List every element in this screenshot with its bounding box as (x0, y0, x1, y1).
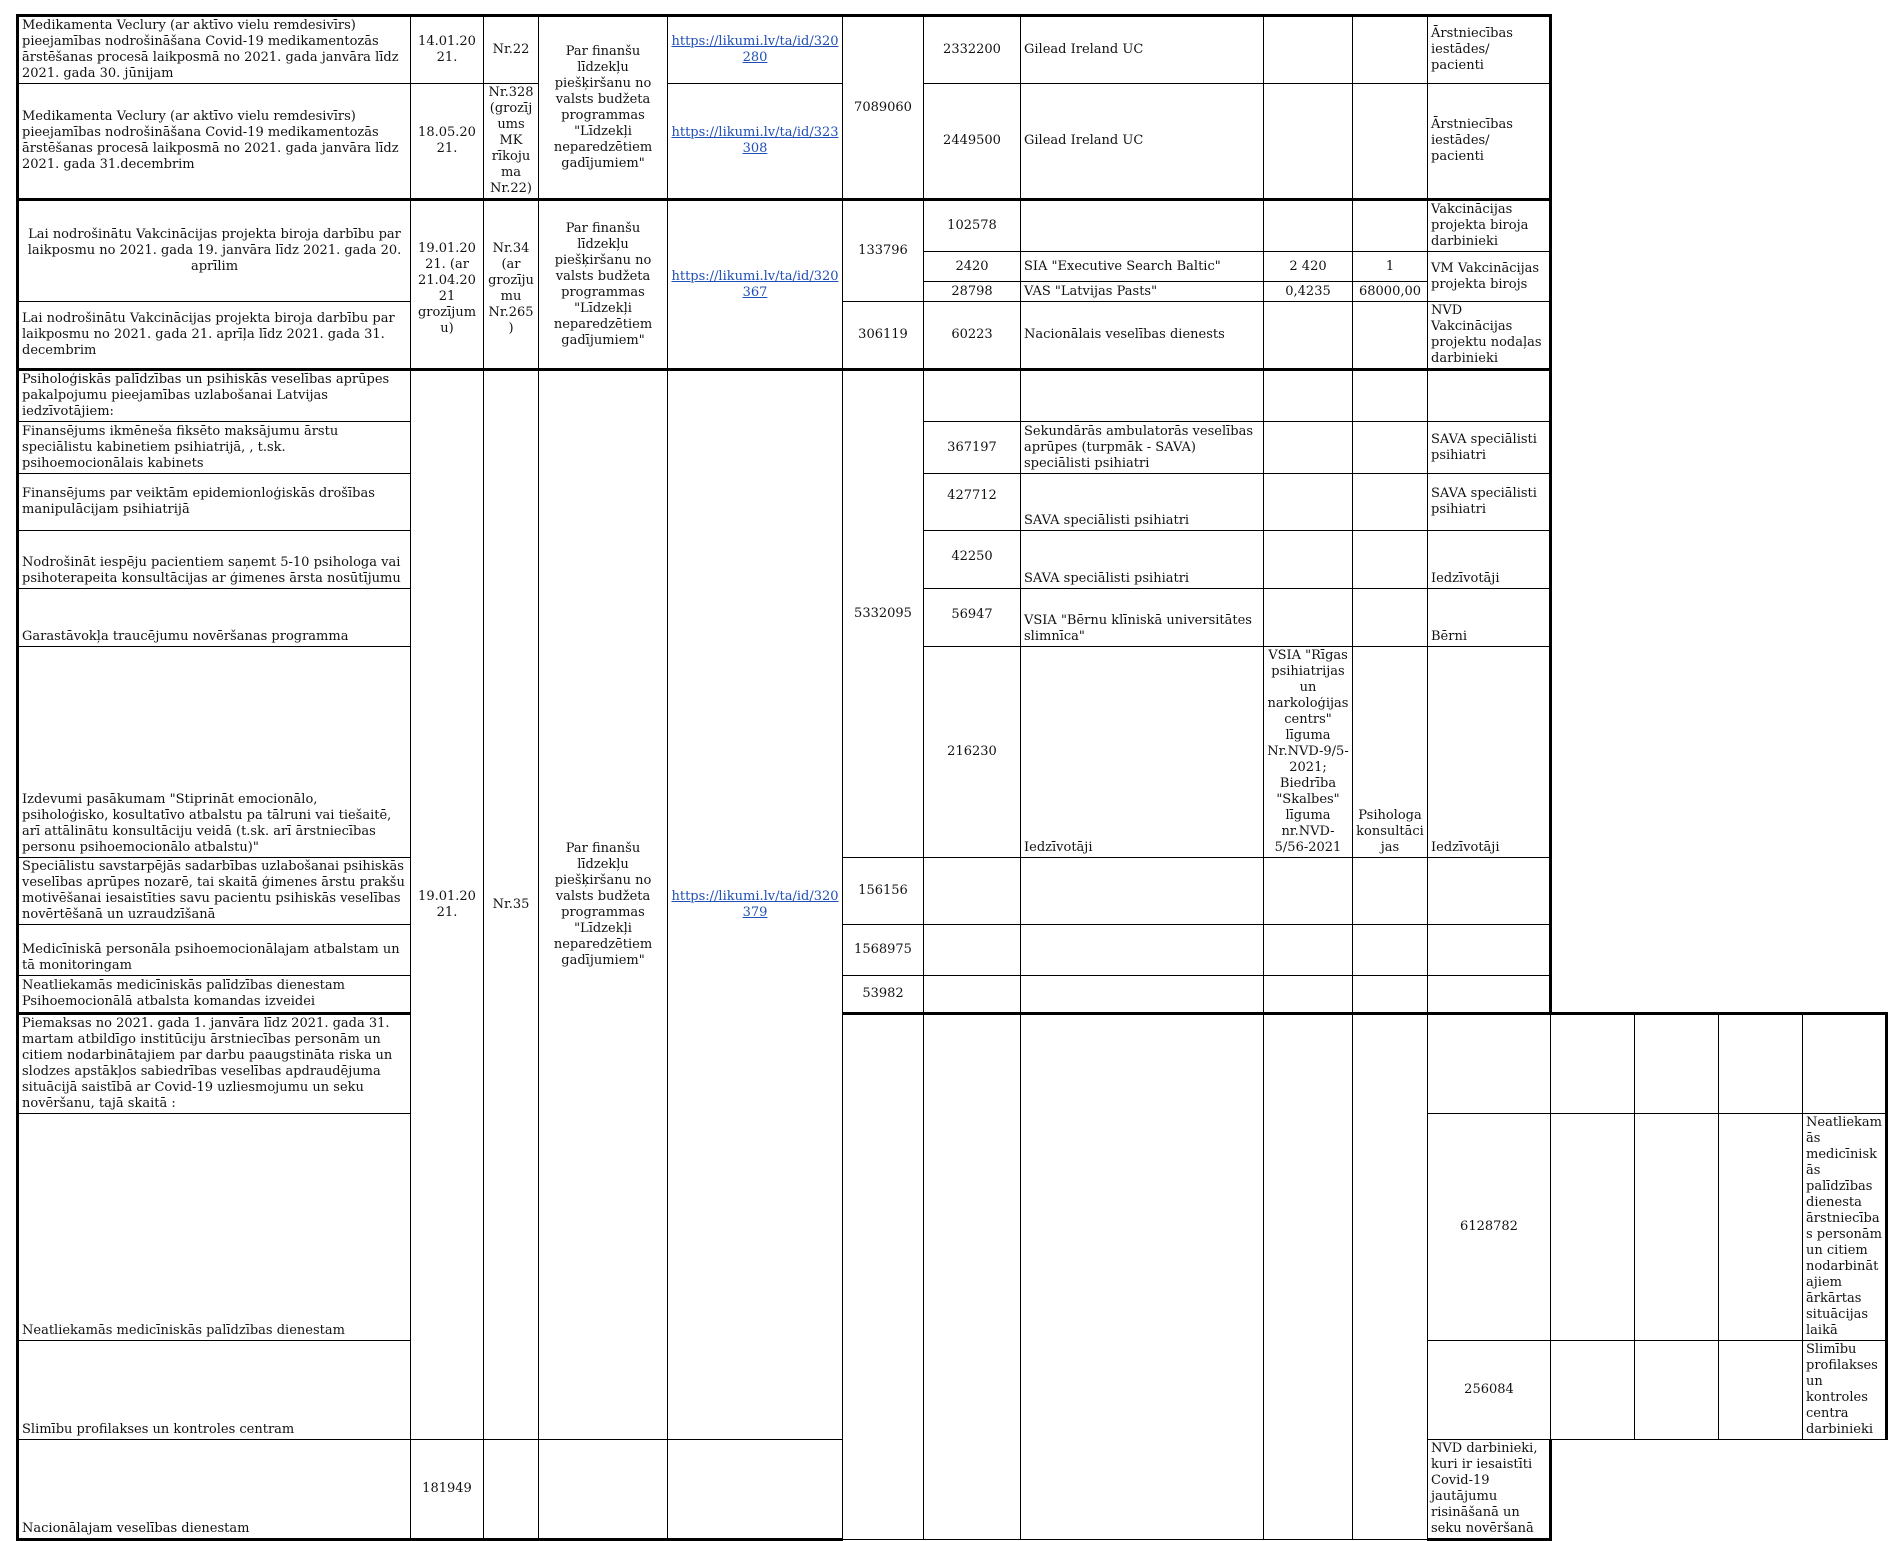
order-number: Nr.35 (484, 370, 539, 1440)
table-row (18, 858, 1887, 925)
empty-cell (1551, 1341, 1635, 1440)
order-number (924, 1014, 1021, 1540)
unit-price: 0,4235 (1264, 282, 1353, 302)
empty-cell (1353, 858, 1428, 925)
amount: 102578 (924, 200, 1021, 252)
empty-cell (1264, 16, 1353, 84)
empty-cell (1719, 1341, 1803, 1440)
target-group: Ārstniecības iestādes/ pacienti (1428, 16, 1551, 84)
table-row (18, 925, 1887, 976)
amount: 256084 (1428, 1341, 1551, 1440)
amount: 181949 (411, 1440, 484, 1540)
empty-cell (1428, 370, 1551, 422)
empty-cell (1428, 976, 1551, 1014)
target-group: NVD Vakcinācijas projektu nodaļas darbinieki (1428, 302, 1551, 370)
recipient: SIA "Executive Search Baltic" (1021, 252, 1264, 282)
empty-cell (1264, 531, 1353, 589)
amount: 427712 (924, 474, 1021, 531)
target-group: Ārstniecības iestādes/ pacienti (1428, 84, 1551, 200)
empty-cell (1353, 589, 1428, 647)
table-row (18, 302, 1887, 370)
amount: 2332200 (924, 16, 1021, 84)
total-amount: 5332095 (843, 370, 924, 858)
amount: 42250 (924, 531, 1021, 589)
table-row (18, 1014, 1887, 1114)
target-group: SAVA speciālisti psihiatri (1428, 474, 1551, 531)
order-number: Nr.328 (grozījums MK rīkojuma Nr.22) (484, 84, 539, 200)
target-group: Vakcinācijas projekta biroja darbinieki (1428, 200, 1551, 252)
total-amount: 156156 (843, 858, 924, 925)
empty-cell (924, 976, 1021, 1014)
row-description: Medicīniskā personāla psihoemocionālajam atbalstam un tā monitoringam (18, 925, 411, 976)
target-group: Neatliekamās medicīniskās palīdzības dienesta ārstniecības personām un citiem nodarbinātajiem ārkārtas situācijas laikā (1803, 1114, 1887, 1341)
table-row (18, 531, 1887, 589)
legal-link[interactable]: https://likumi.lv/ta/id/323308 (671, 125, 839, 156)
row-description: Speciālistu savstarpējās sadarbības uzlabošanai psihiskās veselības aprūpes nozarē, tai skaitā ģimenes ārstu prakšu motivēšanai iesaistīties savu pacientu psihiskās veselības novērtēšanā un uzraudzīšanā (18, 858, 411, 925)
target-group: Slimību profilakses un kontroles centra darbinieki (1803, 1341, 1887, 1440)
legal-link-cell (668, 370, 843, 1440)
table-row (18, 370, 1887, 422)
empty-cell (1353, 474, 1428, 531)
legal-link[interactable]: https://likumi.lv/ta/id/320280 (671, 34, 839, 65)
row-description: Slimību profilakses un kontroles centram (18, 1341, 411, 1440)
amount: 2420 (924, 252, 1021, 282)
target-group: Bērni (1428, 589, 1551, 647)
empty-cell (1551, 1014, 1635, 1114)
amount: 28798 (924, 282, 1021, 302)
amount: 6128782 (1428, 1114, 1551, 1341)
amount: 216230 (924, 647, 1021, 858)
recipient: SAVA speciālisti psihiatri (1021, 531, 1264, 589)
empty-cell (1021, 925, 1264, 976)
amount: 2449500 (924, 84, 1021, 200)
legal-link[interactable]: https://likumi.lv/ta/id/320367 (671, 268, 839, 300)
legal-link-cell (668, 16, 843, 84)
order-purpose (1021, 1014, 1264, 1540)
empty-cell (924, 925, 1021, 976)
row-description: Medikamenta Veclury (ar aktīvo vielu remdesivīrs) pieejamības nodrošināšana Covid-19 medikamentozās ārstēšanas procesā laikposmā no 2021. gada janvāra līdz 2021. gada 30. jūnijam (18, 16, 411, 84)
recipient: SAVA speciālisti psihiatri (1021, 474, 1264, 531)
section-header: Piemaksas no 2021. gada 1. janvāra līdz 2021. gada 31. martam atbildīgo institūciju ārstniecības personām un citiem nodarbinātajiem par darbu paaugstināta riska un slodzes apstākļos sabiedrības veselības apdraudējuma situācijā saistībā ar Covid-19 uzliesmojumu un seku novēršanu, tajā skaitā : (18, 1014, 411, 1114)
legal-link[interactable]: https://likumi.lv/ta/id/320379 (671, 889, 839, 920)
amount: 56947 (924, 589, 1021, 647)
row-description: Neatliekamās medicīniskās palīdzības dienestam (18, 1114, 411, 1341)
table-row (18, 976, 1887, 1014)
total-amount: 133796 (843, 200, 924, 302)
row-description: Neatliekamās medicīniskās palīdzības dienestam Psihoemocionālā atbalsta komandas izveidei (18, 976, 411, 1014)
order-date: 19.01.2021. (ar 21.04.2021 grozījumu) (411, 200, 484, 370)
legal-link-cell (668, 84, 843, 200)
empty-cell (1264, 200, 1353, 252)
table-row (18, 589, 1887, 647)
empty-cell (1264, 84, 1353, 200)
empty-cell (484, 1440, 539, 1540)
empty-cell (1264, 925, 1353, 976)
empty-cell (1353, 925, 1428, 976)
table-row (18, 84, 1887, 200)
empty-cell (1264, 589, 1353, 647)
empty-cell (1353, 84, 1428, 200)
empty-cell (1021, 200, 1264, 252)
row-description: Lai nodrošinātu Vakcinācijas projekta biroja darbību par laikposmu no 2021. gada 21. aprīļa līdz 2021. gada 31. decembrim (18, 302, 411, 370)
table-row (18, 16, 1887, 84)
empty-cell (1264, 302, 1353, 370)
row-description: Garastāvokļa traucējumu novēršanas programma (18, 589, 411, 647)
row-description: Izdevumi pasākumam "Stiprināt emocionālo, psiholoģisko, kosultatīvo atbalstu pa tālruni vai tiešaitē, arī attālinātu konsultāciju veidā (t.sk. arī ārstniecības personu psihoemocionālo atbalstu)" (18, 647, 411, 858)
recipient: Iedzīvotāji (1021, 647, 1264, 858)
empty-cell (1428, 858, 1551, 925)
row-description: Medikamenta Veclury (ar aktīvo vielu remdesivīrs) pieejamības nodrošināšana Covid-19 medikamentozās ārstēšanas procesā laikposmā no 2021. gada janvāra līdz 2021. gada 31.decembrim (18, 84, 411, 200)
recipient: Sekundārās ambulatorās veselības aprūpes (turpmāk - SAVA) speciālisti psihiatri (1021, 422, 1264, 474)
empty-cell (1353, 531, 1428, 589)
contract-details: VSIA "Rīgas psihiatrijas un narkoloģijas centrs" līguma Nr.NVD-9/5-2021; Biedrība "Skalbes" līguma nr.NVD-5/56-2021 (1264, 647, 1353, 858)
empty-cell (1353, 302, 1428, 370)
target-group: Iedzīvotāji (1428, 531, 1551, 589)
empty-cell (1551, 1114, 1635, 1341)
order-date: 18.05.2021. (411, 84, 484, 200)
empty-cell (924, 858, 1021, 925)
empty-cell (1353, 976, 1428, 1014)
service-type: Psihologa konsultācijas (1353, 647, 1428, 858)
order-purpose: Par finanšu līdzekļu piešķiršanu no valsts budžeta programmas "Līdzekļi neparedzētiem gadījumiem" (539, 370, 668, 1440)
funding-table (16, 14, 1888, 1541)
table-row (18, 200, 1887, 252)
empty-cell (1264, 858, 1353, 925)
empty-cell (1353, 200, 1428, 252)
order-date: 19.01.2021. (411, 370, 484, 1440)
total-amount: 53982 (843, 976, 924, 1014)
empty-cell (1021, 370, 1264, 422)
empty-cell (1353, 16, 1428, 84)
empty-cell (1264, 976, 1353, 1014)
empty-cell (1353, 422, 1428, 474)
target-group: VM Vakcinācijas projekta birojs (1428, 252, 1551, 302)
table-row (18, 647, 1887, 858)
empty-cell (1719, 1114, 1803, 1341)
order-number: Nr.22 (484, 16, 539, 84)
quantity: 1 (1353, 252, 1428, 282)
empty-cell (924, 370, 1021, 422)
legal-link-cell (668, 200, 843, 370)
total-amount (1353, 1014, 1428, 1540)
empty-cell (1635, 1114, 1719, 1341)
empty-cell (1803, 1014, 1887, 1114)
target-group: SAVA speciālisti psihiatri (1428, 422, 1551, 474)
order-number: Nr.34 (ar grozījumu Nr.265) (484, 200, 539, 370)
empty-cell (1428, 925, 1551, 976)
empty-cell (1635, 1341, 1719, 1440)
empty-cell (668, 1440, 843, 1540)
target-group: NVD darbinieki, kuri ir iesaistīti Covid-19 jautājumu risināšanā un seku novēršanā (1428, 1440, 1551, 1540)
recipient: VSIA "Bērnu klīniskā universitātes slimnīca" (1021, 589, 1264, 647)
section-header: Psiholoģiskās palīdzības un psihiskās veselības aprūpes pakalpojumu pieejamības uzlabošanai Latvijas iedzīvotājiem: (18, 370, 411, 422)
row-description: Finansējums ikmēneša fiksēto maksājumu ārstu speciālistu kabinetiem psihiatrijā, , t.sk. psihoemocionālais kabinets (18, 422, 411, 474)
order-purpose: Par finanšu līdzekļu piešķiršanu no valsts budžeta programmas "Līdzekļi neparedzētiem gadījumiem" (539, 200, 668, 370)
empty-cell (1719, 1014, 1803, 1114)
empty-cell (539, 1440, 668, 1540)
recipient: VAS "Latvijas Pasts" (1021, 282, 1264, 302)
amount: 60223 (924, 302, 1021, 370)
empty-cell (1021, 858, 1264, 925)
row-description: Finansējums par veiktām epidemionloģiskās drošības manipulācijam psihiatrijā (18, 474, 411, 531)
quantity: 68000,00 (1353, 282, 1428, 302)
empty-cell (1021, 976, 1264, 1014)
row-description: Nacionālajam veselības dienestam (18, 1440, 411, 1540)
row-description: Lai nodrošinātu Vakcinācijas projekta biroja darbību par laikposmu no 2021. gada 19. janvāra līdz 2021. gada 20. aprīlim (18, 200, 411, 302)
amount: 367197 (924, 422, 1021, 474)
empty-cell (1635, 1014, 1719, 1114)
empty-cell (1264, 370, 1353, 422)
legal-link-cell (1264, 1014, 1353, 1540)
empty-cell (1428, 1014, 1551, 1114)
empty-cell (1264, 474, 1353, 531)
order-date (843, 1014, 924, 1540)
unit-price: 2 420 (1264, 252, 1353, 282)
order-purpose: Par finanšu līdzekļu piešķiršanu no valsts budžeta programmas "Līdzekļi neparedzētiem gadījumiem" (539, 16, 668, 200)
target-group: Iedzīvotāji (1428, 647, 1551, 858)
recipient: Gilead Ireland UC (1021, 16, 1264, 84)
empty-cell (1353, 370, 1428, 422)
row-description: Nodrošināt iespēju pacientiem saņemt 5-10 psihologa vai psihoterapeita konsultācijas ar ģimenes ārsta nosūtījumu (18, 531, 411, 589)
total-amount: 7089060 (843, 16, 924, 200)
order-date: 14.01.2021. (411, 16, 484, 84)
total-amount: 1568975 (843, 925, 924, 976)
table-row (18, 474, 1887, 531)
recipient: Nacionālais veselības dienests (1021, 302, 1264, 370)
empty-cell (1264, 422, 1353, 474)
recipient: Gilead Ireland UC (1021, 84, 1264, 200)
document-page (16, 14, 1888, 1536)
table-row (18, 422, 1887, 474)
total-amount: 306119 (843, 302, 924, 370)
